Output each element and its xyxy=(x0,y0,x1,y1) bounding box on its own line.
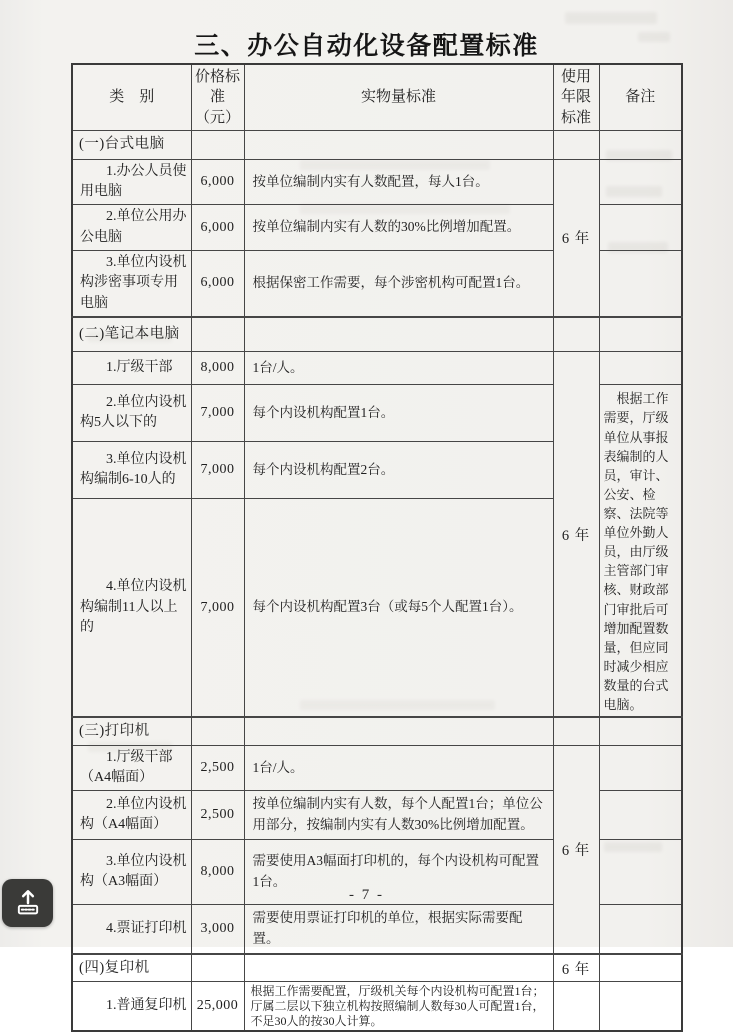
category-cell: 3.单位内设机构涉密事项专用电脑 xyxy=(72,250,191,316)
quantity-cell: 每个内设机构配置1台。 xyxy=(244,385,553,442)
quantity-cell: 每个内设机构配置3台（或每5个人配置1台）。 xyxy=(244,499,553,718)
price-cell xyxy=(191,317,244,352)
quantity-cell: 需要使用票证打印机的单位，根据实际需要配置。 xyxy=(244,905,553,954)
section-cell: (四)复印机 xyxy=(72,954,191,982)
category-cell: 2.单位内设机构5人以下的 xyxy=(72,385,191,442)
category-cell: 2.单位内设机构（A4幅面） xyxy=(72,791,191,840)
lifespan-cell: 6 年 xyxy=(553,954,599,982)
price-cell xyxy=(191,130,244,159)
remark-cell xyxy=(599,745,682,791)
quantity-cell: 按单位编制内实有人数配置，每人1台。 xyxy=(244,159,553,205)
price-cell: 7,000 xyxy=(191,442,244,499)
category-cell: 2.单位公用办公电脑 xyxy=(72,205,191,251)
price-cell: 6,000 xyxy=(191,250,244,316)
price-cell xyxy=(191,954,244,982)
category-cell: 1.厅级干部（A4幅面） xyxy=(72,745,191,791)
quantity-cell: 1台/人。 xyxy=(244,352,553,385)
remark-cell xyxy=(599,130,682,159)
lifespan-cell: 6 年 xyxy=(553,745,599,954)
table-row xyxy=(72,982,682,1031)
table-row xyxy=(72,159,682,205)
section-cell: (一)台式电脑 xyxy=(72,130,191,159)
category-cell: 4.票证打印机 xyxy=(72,905,191,954)
price-cell: 2,500 xyxy=(191,791,244,840)
category-cell: 4.单位内设机构编制11人以上的 xyxy=(72,499,191,718)
arrow-up-tray-icon xyxy=(14,887,42,920)
price-cell: 6,000 xyxy=(191,205,244,251)
lifespan-cell xyxy=(553,717,599,745)
price-cell: 25,000 xyxy=(191,982,244,1031)
header-price-line1: 价格标 xyxy=(194,69,240,85)
quantity-cell: 根据保密工作需要，每个涉密机构可配置1台。 xyxy=(244,250,553,316)
category-cell: 1.厅级干部 xyxy=(72,352,191,385)
lifespan-cell: 6 年 xyxy=(553,352,599,717)
quantity-cell: 需要使用A3幅面打印机的，每个内设机构可配置1台。 xyxy=(244,840,553,905)
header-price-line2: 准（元） xyxy=(194,89,240,126)
page-number: - 7 - xyxy=(349,887,384,903)
quantity-cell xyxy=(244,717,553,745)
price-cell: 8,000 xyxy=(191,840,244,905)
price-cell: 7,000 xyxy=(191,499,244,718)
remark-cell: 根据工作需要，厅级单位从事报表编制的人员，审计、公安、检察、法院等单位外勤人员，由厅级主管部门审核、财政部门审批后可增加配置数量，但应同时减少相应数量的台式电脑。 xyxy=(599,385,682,717)
remark-cell xyxy=(599,717,682,745)
price-cell: 3,000 xyxy=(191,905,244,954)
table-header-row xyxy=(72,64,682,130)
remark-cell xyxy=(599,982,682,1031)
remark-cell xyxy=(599,317,682,352)
remark-cell xyxy=(599,791,682,840)
quantity-cell xyxy=(244,954,553,982)
quantity-cell: 每个内设机构配置2台。 xyxy=(244,442,553,499)
category-cell: 3.单位内设机构（A3幅面） xyxy=(72,840,191,905)
remark-cell xyxy=(599,205,682,251)
lifespan-cell xyxy=(553,130,599,159)
lifespan-cell xyxy=(553,982,599,1031)
price-cell xyxy=(191,717,244,745)
price-cell: 8,000 xyxy=(191,352,244,385)
remark-cell xyxy=(599,159,682,205)
remark-cell xyxy=(599,954,682,982)
header-price xyxy=(191,64,244,130)
section-row xyxy=(72,717,682,745)
section-cell: (三)打印机 xyxy=(72,717,191,745)
lifespan-cell xyxy=(553,317,599,352)
header-quantity: 实物量标准 xyxy=(244,64,553,130)
section-cell: (二)笔记本电脑 xyxy=(72,317,191,352)
section-row xyxy=(72,317,682,352)
header-lifespan: 使用年限标准 xyxy=(553,64,599,130)
category-cell: 3.单位内设机构编制6-10人的 xyxy=(72,442,191,499)
quantity-cell: 按单位编制内实有人数的30%比例增加配置。 xyxy=(244,205,553,251)
quantity-cell: 根据工作需要配置，厅级机关每个内设机构可配置1台；厅属二层以下独立机构按照编制人数每30人可配置1台，不足30人的按30人计算。 xyxy=(244,982,553,1031)
section-row xyxy=(72,954,682,982)
price-cell: 7,000 xyxy=(191,385,244,442)
section-row xyxy=(72,130,682,159)
floating-action-button[interactable] xyxy=(2,879,53,927)
remark-cell xyxy=(599,352,682,385)
table-row xyxy=(72,745,682,791)
quantity-cell: 按单位编制内实有人数，每个人配置1台；单位公用部分，按编制内实有人数30%比例增加配置。 xyxy=(244,791,553,840)
price-cell: 6,000 xyxy=(191,159,244,205)
page-title: 三、办公自动化设备配置标准 xyxy=(194,32,539,60)
quantity-cell: 1台/人。 xyxy=(244,745,553,791)
header-remark: 备注 xyxy=(599,64,682,130)
remark-cell xyxy=(599,250,682,316)
quantity-cell xyxy=(244,130,553,159)
bleed-through-artifact xyxy=(565,12,657,24)
lifespan-cell: 6 年 xyxy=(553,159,599,317)
table-row xyxy=(72,352,682,385)
quantity-cell xyxy=(244,317,553,352)
price-cell: 2,500 xyxy=(191,745,244,791)
category-cell: 1.普通复印机 xyxy=(72,982,191,1031)
category-cell: 1.办公人员使用电脑 xyxy=(72,159,191,205)
header-category: 类 别 xyxy=(72,64,191,130)
